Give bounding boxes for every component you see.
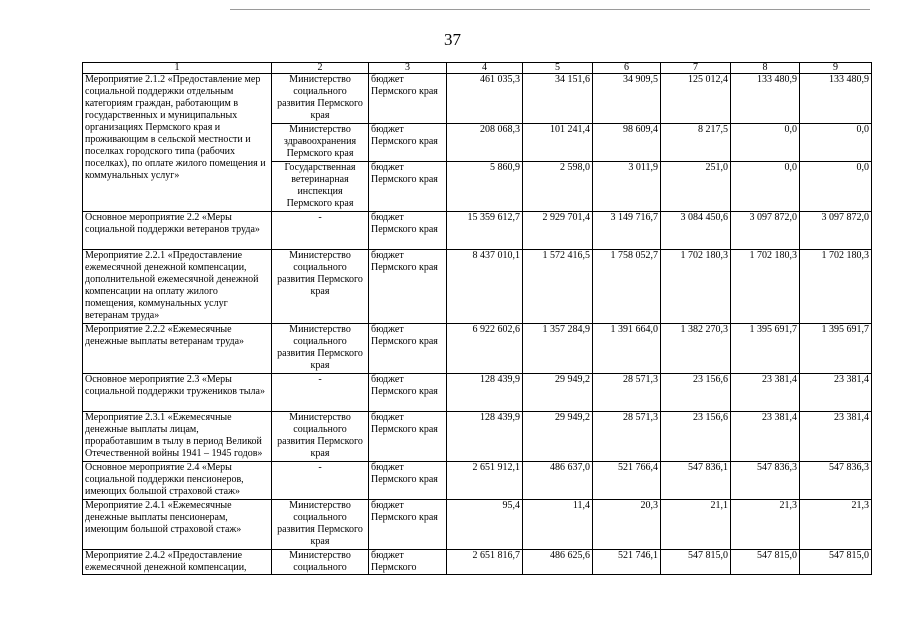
executor: Министерство социального развития Пермского края (272, 250, 369, 324)
executor: - (272, 212, 369, 250)
value-cell: 2 598,0 (523, 162, 593, 212)
funding-source: бюджет Пермского края (369, 74, 447, 124)
funding-source: бюджет Пермского края (369, 162, 447, 212)
col-header: 7 (661, 63, 731, 74)
value-cell: 2 651 816,7 (447, 550, 523, 575)
value-cell: 28 571,3 (593, 374, 661, 412)
value-cell: 2 651 912,1 (447, 462, 523, 500)
value-cell: 3 149 716,7 (593, 212, 661, 250)
value-cell: 251,0 (661, 162, 731, 212)
value-cell: 95,4 (447, 500, 523, 550)
value-cell: 1 395 691,7 (800, 324, 872, 374)
table-row (83, 324, 872, 374)
value-cell: 0,0 (731, 162, 800, 212)
activity-name: Мероприятие 2.2.1 «Предоставление ежемесячной денежной компенсации, дополнительной ежемесячной денежной компенсации на оплату жилого помещения, коммунальных услуг ветеранам труда» (83, 250, 272, 324)
budget-table (82, 62, 872, 575)
value-cell: 34 151,6 (523, 74, 593, 124)
value-cell: 1 702 180,3 (731, 250, 800, 324)
value-cell: 461 035,3 (447, 74, 523, 124)
funding-source: бюджет Пермского края (369, 374, 447, 412)
value-cell: 0,0 (800, 124, 872, 162)
activity-name: Мероприятие 2.1.2 «Предоставление мер социальной поддержки отдельным категориям граждан, работающим в государственных и муниципальных организациях Пермского края и проживающим в сельской местности и поселках городского типа (рабочих поселках), по оплате жилого помещения и коммунальных услуг» (83, 74, 272, 212)
value-cell: 128 439,9 (447, 374, 523, 412)
top-rule (230, 9, 870, 10)
executor: Министерство социального развития Пермского края (272, 324, 369, 374)
value-cell: 1 758 052,7 (593, 250, 661, 324)
value-cell: 486 625,6 (523, 550, 593, 575)
value-cell: 5 860,9 (447, 162, 523, 212)
executor: Министерство здравоохранения Пермского края (272, 124, 369, 162)
value-cell: 15 359 612,7 (447, 212, 523, 250)
value-cell: 101 241,4 (523, 124, 593, 162)
value-cell: 3 097 872,0 (800, 212, 872, 250)
value-cell: 8 437 010,1 (447, 250, 523, 324)
value-cell: 20,3 (593, 500, 661, 550)
activity-name: Основное мероприятие 2.2 «Меры социальной поддержки ветеранов труда» (83, 212, 272, 250)
executor: Государственная ветеринарная инспекция Пермского края (272, 162, 369, 212)
value-cell: 128 439,9 (447, 412, 523, 462)
value-cell: 1 391 664,0 (593, 324, 661, 374)
activity-name: Основное мероприятие 2.3 «Меры социальной поддержки тружеников тыла» (83, 374, 272, 412)
table-row (83, 462, 872, 500)
value-cell: 486 637,0 (523, 462, 593, 500)
value-cell: 547 836,3 (731, 462, 800, 500)
executor: Министерство социального развития Пермского края (272, 74, 369, 124)
col-header: 1 (83, 63, 272, 74)
value-cell: 125 012,4 (661, 74, 731, 124)
value-cell: 29 949,2 (523, 412, 593, 462)
value-cell: 1 382 270,3 (661, 324, 731, 374)
value-cell: 6 922 602,6 (447, 324, 523, 374)
value-cell: 1 702 180,3 (800, 250, 872, 324)
value-cell: 23 381,4 (731, 374, 800, 412)
table-row (83, 250, 872, 324)
funding-source: бюджет Пермского края (369, 412, 447, 462)
value-cell: 3 011,9 (593, 162, 661, 212)
col-header: 6 (593, 63, 661, 74)
value-cell: 23 381,4 (800, 374, 872, 412)
funding-source: бюджет Пермского (369, 550, 447, 575)
value-cell: 23 156,6 (661, 412, 731, 462)
table-row (83, 374, 872, 412)
executor: Министерство социального (272, 550, 369, 575)
value-cell: 547 815,0 (731, 550, 800, 575)
value-cell: 133 480,9 (731, 74, 800, 124)
value-cell: 98 609,4 (593, 124, 661, 162)
table-row (83, 500, 872, 550)
funding-source: бюджет Пермского края (369, 500, 447, 550)
value-cell: 23 381,4 (731, 412, 800, 462)
page-number: 37 (444, 30, 461, 49)
value-cell: 1 395 691,7 (731, 324, 800, 374)
table-row (83, 74, 872, 124)
col-header: 3 (369, 63, 447, 74)
activity-name: Мероприятие 2.3.1 «Ежемесячные денежные выплаты лицам, проработавшим в тылу в период Великой Отечественной войны 1941 – 1945 годов» (83, 412, 272, 462)
executor: Министерство социального развития Пермского края (272, 500, 369, 550)
value-cell: 3 084 450,6 (661, 212, 731, 250)
funding-source: бюджет Пермского края (369, 250, 447, 324)
funding-source: бюджет Пермского края (369, 212, 447, 250)
value-cell: 21,3 (800, 500, 872, 550)
activity-name: Мероприятие 2.2.2 «Ежемесячные денежные выплаты ветеранам труда» (83, 324, 272, 374)
value-cell: 23 156,6 (661, 374, 731, 412)
col-header: 2 (272, 63, 369, 74)
table-row (83, 550, 872, 575)
value-cell: 2 929 701,4 (523, 212, 593, 250)
value-cell: 133 480,9 (800, 74, 872, 124)
value-cell: 34 909,5 (593, 74, 661, 124)
value-cell: 1 357 284,9 (523, 324, 593, 374)
value-cell: 21,3 (731, 500, 800, 550)
col-header: 8 (731, 63, 800, 74)
value-cell: 1 572 416,5 (523, 250, 593, 324)
executor: - (272, 462, 369, 500)
value-cell: 8 217,5 (661, 124, 731, 162)
value-cell: 21,1 (661, 500, 731, 550)
table-header-row (83, 63, 872, 74)
activity-name: Мероприятие 2.4.1 «Ежемесячные денежные выплаты пенсионерам, имеющим большой страховой стаж» (83, 500, 272, 550)
funding-source: бюджет Пермского края (369, 124, 447, 162)
table-row (83, 412, 872, 462)
col-header: 9 (800, 63, 872, 74)
executor: Министерство социального развития Пермского края (272, 412, 369, 462)
value-cell: 547 815,0 (800, 550, 872, 575)
value-cell: 521 746,1 (593, 550, 661, 575)
value-cell: 0,0 (800, 162, 872, 212)
col-header: 5 (523, 63, 593, 74)
value-cell: 208 068,3 (447, 124, 523, 162)
value-cell: 11,4 (523, 500, 593, 550)
value-cell: 23 381,4 (800, 412, 872, 462)
table-row (83, 212, 872, 250)
funding-source: бюджет Пермского края (369, 324, 447, 374)
value-cell: 1 702 180,3 (661, 250, 731, 324)
activity-name: Мероприятие 2.4.2 «Предоставление ежемесячной денежной компенсации, (83, 550, 272, 575)
funding-source: бюджет Пермского края (369, 462, 447, 500)
value-cell: 547 815,0 (661, 550, 731, 575)
activity-name: Основное мероприятие 2.4 «Меры социальной поддержки пенсионеров, имеющих большой страховой стаж» (83, 462, 272, 500)
value-cell: 0,0 (731, 124, 800, 162)
value-cell: 547 836,3 (800, 462, 872, 500)
executor: - (272, 374, 369, 412)
value-cell: 521 766,4 (593, 462, 661, 500)
value-cell: 29 949,2 (523, 374, 593, 412)
value-cell: 3 097 872,0 (731, 212, 800, 250)
col-header: 4 (447, 63, 523, 74)
value-cell: 547 836,1 (661, 462, 731, 500)
value-cell: 28 571,3 (593, 412, 661, 462)
